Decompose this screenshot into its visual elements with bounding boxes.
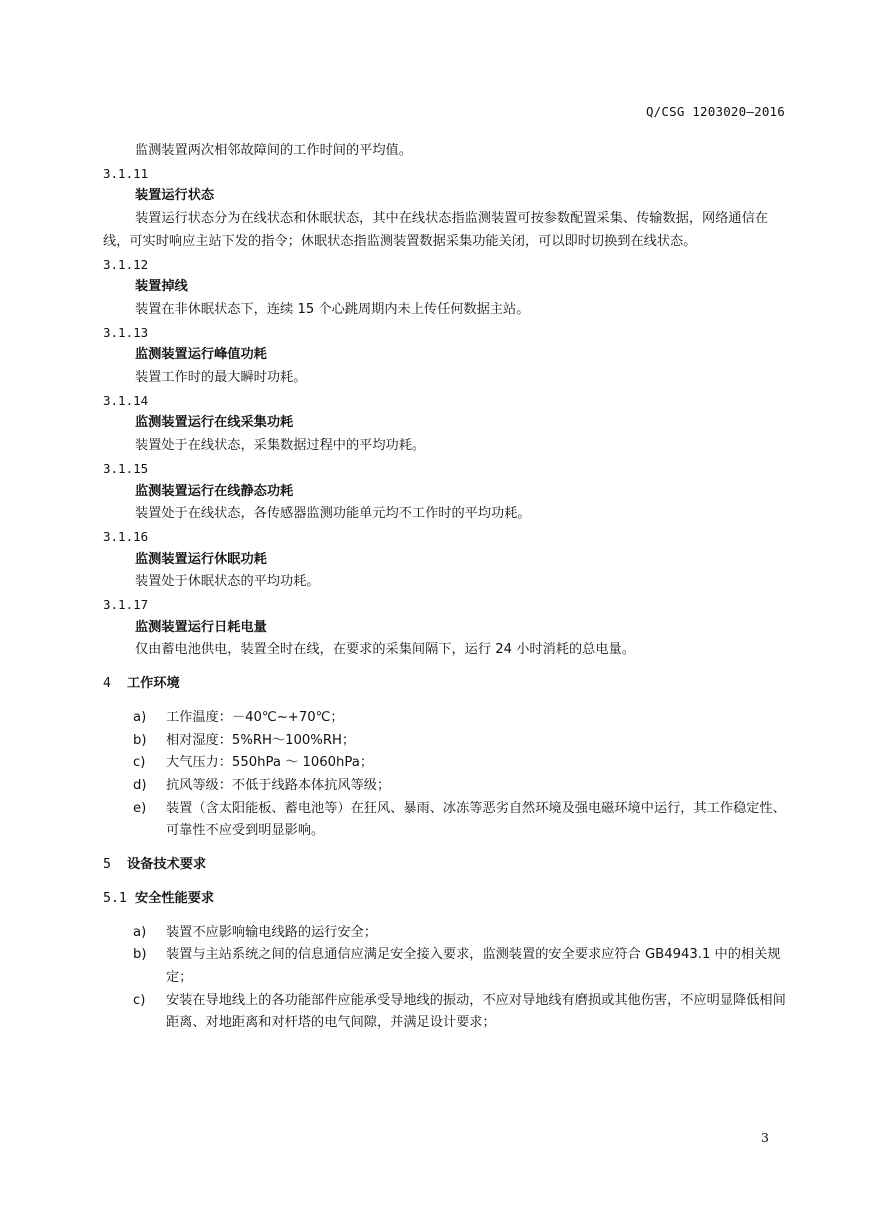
definition-3-1-17 — [103, 594, 787, 662]
term-definition: 装置处于休眠状态的平均功耗。 — [135, 574, 320, 590]
section-heading-5-1 — [103, 888, 787, 911]
list-item — [103, 752, 787, 775]
list-marker: b) — [133, 947, 147, 963]
section-title: 工作环境 — [127, 676, 180, 692]
list-marker: e) — [133, 800, 147, 816]
section-number: 5 — [103, 857, 111, 873]
list-item — [103, 775, 787, 798]
safety-requirements-list — [103, 922, 787, 1036]
list-item — [103, 798, 787, 843]
section-number: 4 — [103, 676, 111, 692]
term-heading: 装置掉线 — [135, 279, 188, 295]
definition-3-1-11 — [103, 163, 787, 254]
list-marker: d) — [133, 777, 147, 793]
standard-code: Q/CSG 1203020—2016 — [645, 104, 785, 119]
definition-3-1-16 — [103, 526, 787, 594]
list-marker: b) — [133, 732, 147, 748]
definition-3-1-15 — [103, 458, 787, 526]
term-definition: 仅由蓄电池供电，装置全时在线，在要求的采集间隔下，运行 24 小时消耗的总电量。 — [135, 642, 635, 658]
list-text: 工作温度：－40℃~+70℃； — [166, 709, 344, 725]
section-title: 设备技术要求 — [127, 857, 207, 873]
section-heading-5 — [103, 854, 787, 877]
definition-3-1-12 — [103, 254, 787, 322]
clause-number: 3.1.16 — [103, 528, 149, 544]
list-text: 装置（含太阳能板、蓄电池等）在狂风、暴雨、冰冻等恶劣自然环境及强电磁环境中运行，其工作稳定性、可靠性不应受到明显影响。 — [166, 800, 786, 839]
term-definition: 装置工作时的最大瞬时功耗。 — [135, 370, 307, 386]
term-definition: 装置在非休眠状态下，连续 15 个心跳周期内未上传任何数据主站。 — [135, 301, 530, 317]
term-heading: 装置运行状态 — [135, 188, 215, 204]
list-item — [103, 944, 787, 989]
clause-number: 3.1.14 — [103, 392, 149, 408]
term-definition: 装置处于在线状态，采集数据过程中的平均功耗。 — [135, 438, 426, 454]
term-heading: 监测装置运行休眠功耗 — [135, 551, 267, 567]
list-marker: c) — [133, 992, 146, 1008]
list-text: 装置与主站系统之间的信息通信应满足安全接入要求，监测装置的安全要求应符合 GB4943.1 中的相关规定； — [166, 947, 781, 985]
environment-list — [103, 707, 787, 843]
term-definition: 装置处于在线状态，各传感器监测功能单元均不工作时的平均功耗。 — [135, 506, 531, 522]
clause-number: 3.1.13 — [103, 324, 149, 340]
page-number: 3 — [761, 1130, 769, 1145]
list-item — [103, 922, 787, 945]
intro-line: 监测装置两次相邻故障间的工作时间的平均值。 — [135, 143, 412, 158]
list-item — [103, 730, 787, 753]
clause-number: 3.1.17 — [103, 597, 149, 613]
clause-number: 3.1.12 — [103, 256, 149, 272]
list-text: 大气压力：550hPa ～ 1060hPa； — [166, 755, 374, 771]
list-text: 相对湿度：5%RH～100%RH； — [166, 732, 356, 748]
term-heading: 监测装置运行日耗电量 — [135, 619, 267, 635]
term-heading: 监测装置运行在线静态功耗 — [135, 483, 294, 499]
term-definition: 装置运行状态分为在线状态和休眠状态，其中在线状态指监测装置可按参数配置采集、传输数据，网络通信在线，可实时响应主站下发的指令；休眠状态指监测装置数据采集功能关闭，可以即时切换到在线状态。 — [103, 211, 768, 249]
list-marker: c) — [133, 755, 146, 771]
list-marker: a) — [133, 924, 147, 940]
clause-number: 3.1.15 — [103, 460, 149, 476]
list-text: 装置不应影响输电线路的运行安全； — [166, 924, 377, 940]
list-item — [103, 990, 787, 1035]
term-heading: 监测装置运行峰值功耗 — [135, 347, 267, 363]
definition-3-1-13 — [103, 322, 787, 390]
page-content — [103, 140, 787, 1035]
term-heading: 监测装置运行在线采集功耗 — [135, 415, 294, 431]
list-item — [103, 707, 787, 730]
section-number: 5.1 — [103, 890, 127, 906]
definition-3-1-14 — [103, 390, 787, 458]
clause-number: 3.1.11 — [103, 165, 149, 181]
section-title: 安全性能要求 — [135, 890, 215, 906]
list-text: 安装在导地线上的各功能部件应能承受导地线的振动，不应对导地线有磨损或其他伤害，不应明显降低相间距离、对地距离和对杆塔的电气间隙，并满足设计要求； — [166, 992, 786, 1031]
section-heading-4 — [103, 673, 787, 696]
list-text: 抗风等级：不低于线路本体抗风等级； — [166, 777, 391, 793]
list-marker: a) — [133, 709, 147, 725]
